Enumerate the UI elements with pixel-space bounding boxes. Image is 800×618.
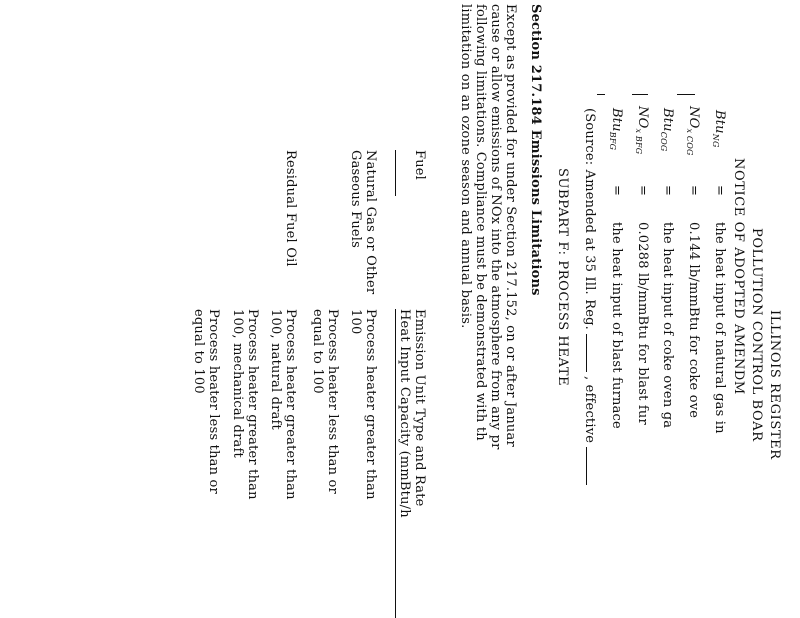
section-paragraph-line: following limitations. Compliance must be demonstrated with th	[473, 4, 488, 441]
table-cell: Process heater less than or	[206, 309, 221, 494]
definition-equals: =	[635, 185, 650, 197]
blank-line	[586, 447, 597, 485]
source-note: (Source: Amended at 35 Ill. Reg., effective	[582, 108, 597, 489]
definition-equals: =	[660, 185, 675, 197]
definition-equals: =	[686, 185, 701, 197]
definition-term: $NO_{x BFG}$	[634, 106, 650, 155]
table-header-rule	[395, 150, 396, 196]
table-cell: equal to 100	[191, 309, 206, 394]
table-header-unit: Heat Input Capacity (mmBtu/h	[397, 309, 412, 518]
definition-text: the heat input of natural gas in	[712, 222, 727, 434]
table-cell: 100	[348, 309, 363, 335]
definition-term: Btu$_{COG}$	[659, 108, 675, 152]
register-header: ILLINOIS REGISTER	[767, 310, 782, 460]
section-title: Section 217.184 Emissions Limitations	[528, 4, 543, 296]
table-cell: equal to 100	[310, 309, 325, 394]
definition-equals: =	[712, 185, 727, 197]
table-cell: 100, natural draft	[268, 309, 283, 430]
blank-line	[586, 334, 597, 372]
fuel-name: Natural Gas or Other	[363, 150, 378, 295]
board-header: POLLUTION CONTROL BOAR	[749, 228, 764, 442]
section-paragraph-line: limitation on an ozone season and annual basis.	[458, 4, 473, 329]
definition-text: 0.0288 lb/mmBtu for blast fur	[635, 222, 650, 425]
margin-mark-2	[632, 94, 648, 95]
definition-term: Btu$_{NG}$	[711, 110, 727, 148]
definition-term: $NO_{x COG}$	[685, 106, 701, 156]
table-cell: Process heater greater than	[245, 309, 260, 500]
subpart-title: SUBPART F: PROCESS HEATE	[555, 168, 570, 387]
section-paragraph-line: cause or allow emissions of NOx into the atmosphere from any pr	[488, 4, 503, 450]
table-header-unit: Emission Unit Type and Rate	[412, 309, 427, 507]
fuel-name: Residual Fuel Oil	[283, 150, 298, 267]
margin-mark-1	[677, 94, 695, 95]
definition-term: Btu$_{BFG}$	[608, 108, 624, 151]
table-header-rule	[395, 309, 396, 618]
definition-text: the heat input of blast furnace	[609, 222, 624, 429]
notice-header: NOTICE OF ADOPTED AMENDM	[731, 158, 746, 395]
definition-text: the heat input of coke oven ga	[660, 222, 675, 429]
table-cell: 100, mechanical draft	[230, 309, 245, 458]
fuel-name: Gaseous Fuels	[348, 150, 363, 249]
table-cell: Process heater less than or	[325, 309, 340, 494]
table-cell: Process heater greater than	[283, 309, 298, 500]
table-header-fuel: Fuel	[412, 150, 427, 181]
section-paragraph-line: Except as provided for under Section 217.152, on or after Januar	[503, 4, 518, 447]
definition-text: 0.144 lb/mmBtu for coke ove	[686, 222, 701, 419]
table-cell: Process heater greater than	[363, 309, 378, 500]
definition-equals: =	[609, 185, 624, 197]
margin-mark-3	[597, 94, 605, 95]
